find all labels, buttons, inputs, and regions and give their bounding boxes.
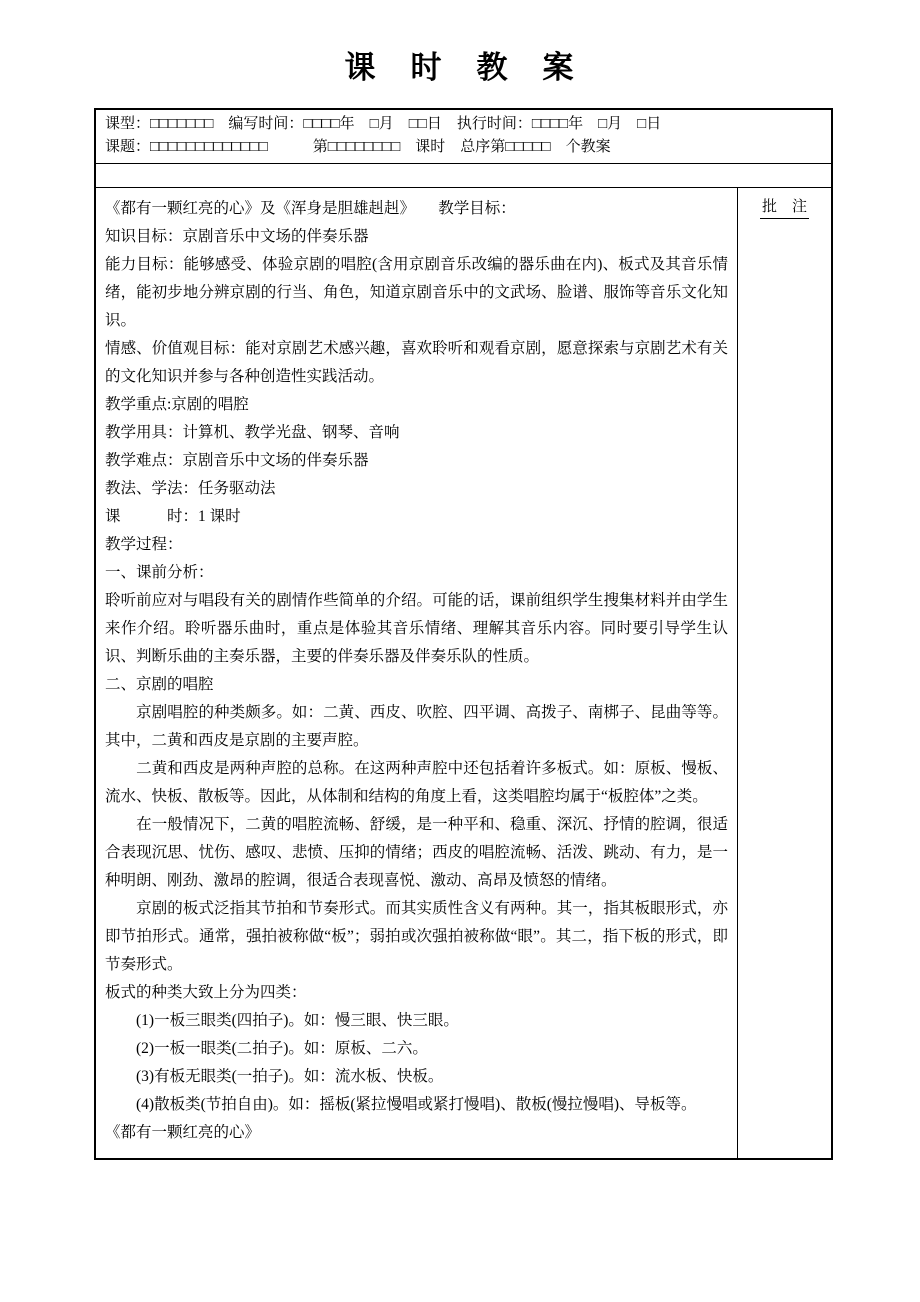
lesson-paragraph: (4)散板类(节拍自由)。如：摇板(紧拉慢唱或紧打慢唱)、散板(慢拉慢唱)、导板等。 <box>105 1096 697 1113</box>
lesson-paragraph: 教学重点:京剧的唱腔 <box>105 396 249 413</box>
content-row <box>96 188 831 1158</box>
lesson-paragraph: 教法、学法：任务驱动法 <box>105 480 276 497</box>
lesson-paragraph: 《都有一颗红亮的心》及《浑身是胆雄赳赳》 教学目标： <box>105 200 516 217</box>
lesson-paragraph: 能力目标：能够感受、体验京剧的唱腔(含用京剧音乐改编的器乐曲在内)、板式及其音乐情绪，能初步地分辨京剧的行当、角色，知道京剧音乐中的文武场、脸谱、服饰等音乐文化知识。 <box>105 256 728 329</box>
header-spacer-row <box>96 164 831 188</box>
lesson-paragraph: 二、京剧的唱腔 <box>105 676 214 693</box>
lesson-paragraph: (1)一板三眼类(四拍子)。如：慢三眼、快三眼。 <box>105 1012 459 1029</box>
header-line-course-topic: 课题：□□□□□□□□□□□□□ 第□□□□□□□□ 课时 总序第□□□□□ 个教案 <box>105 139 611 155</box>
header-line-course-type: 课型：□□□□□□□ 编写时间：□□□□年 □月 □□日 执行时间：□□□□年 □月 □日 <box>105 116 662 132</box>
lesson-paragraph: 教学过程： <box>105 536 183 553</box>
lesson-paragraph: 在一般情况下，二黄的唱腔流畅、舒缓，是一种平和、稳重、深沉、抒情的腔调，很适合表现沉思、忧伤、感叹、悲愤、压抑的情绪；西皮的唱腔流畅、活泼、跳动、有力，是一种明朗、刚劲、激昂的腔调，很适合表现喜悦、激动、高昂及愤怒的情绪。 <box>105 816 728 889</box>
lesson-plan-table <box>94 108 833 1160</box>
lesson-content <box>96 188 737 1158</box>
annotation-column <box>737 188 831 1158</box>
annotation-label: 批 注 <box>760 197 809 219</box>
table-header <box>96 110 831 164</box>
lesson-paragraph: 教学用具：计算机、教学光盘、钢琴、音响 <box>105 424 400 441</box>
lesson-paragraph: (2)一板一眼类(二拍子)。如：原板、二六。 <box>105 1040 428 1057</box>
lesson-paragraph: 一、课前分析： <box>105 564 214 581</box>
lesson-paragraph: 板式的种类大致上分为四类： <box>105 984 307 1001</box>
lesson-paragraph: 《都有一颗红亮的心》 <box>105 1124 261 1141</box>
lesson-paragraph: 课 时：1 课时 <box>105 508 241 525</box>
lesson-paragraph: 情感、价值观目标：能对京剧艺术感兴趣，喜欢聆听和观看京剧，愿意探索与京剧艺术有关的文化知识并参与各种创造性实践活动。 <box>105 340 728 385</box>
lesson-paragraph: 京剧的板式泛指其节拍和节奏形式。而其实质性含义有两种。其一，指其板眼形式，亦即节拍形式。通常，强拍被称做“板”；弱拍或次强拍被称做“眼”。其二，指下板的形式，即节奏形式。 <box>105 900 728 973</box>
lesson-paragraph: 知识目标：京剧音乐中文场的伴奏乐器 <box>105 228 369 245</box>
lesson-paragraph: 二黄和西皮是两种声腔的总称。在这两种声腔中还包括着许多板式。如：原板、慢板、流水、快板、散板等。因此，从体制和结构的角度上看，这类唱腔均属于“板腔体”之类。 <box>105 760 728 805</box>
lesson-paragraph: 教学难点：京剧音乐中文场的伴奏乐器 <box>105 452 369 469</box>
page-title: 课 时 教 案 <box>344 50 576 85</box>
lesson-paragraph: (3)有板无眼类(一拍子)。如：流水板、快板。 <box>105 1068 444 1085</box>
lesson-paragraph: 京剧唱腔的种类颇多。如：二黄、西皮、吹腔、四平调、高拨子、南梆子、昆曲等等。其中，二黄和西皮是京剧的主要声腔。 <box>105 704 728 749</box>
lesson-paragraph: 聆听前应对与唱段有关的剧情作些简单的介绍。可能的话，课前组织学生搜集材料并由学生来作介绍。聆听器乐曲时，重点是体验其音乐情绪、理解其音乐内容。同时要引导学生认识、判断乐曲的主奏乐器，主要的伴奏乐器及伴奏乐队的性质。 <box>105 592 728 665</box>
